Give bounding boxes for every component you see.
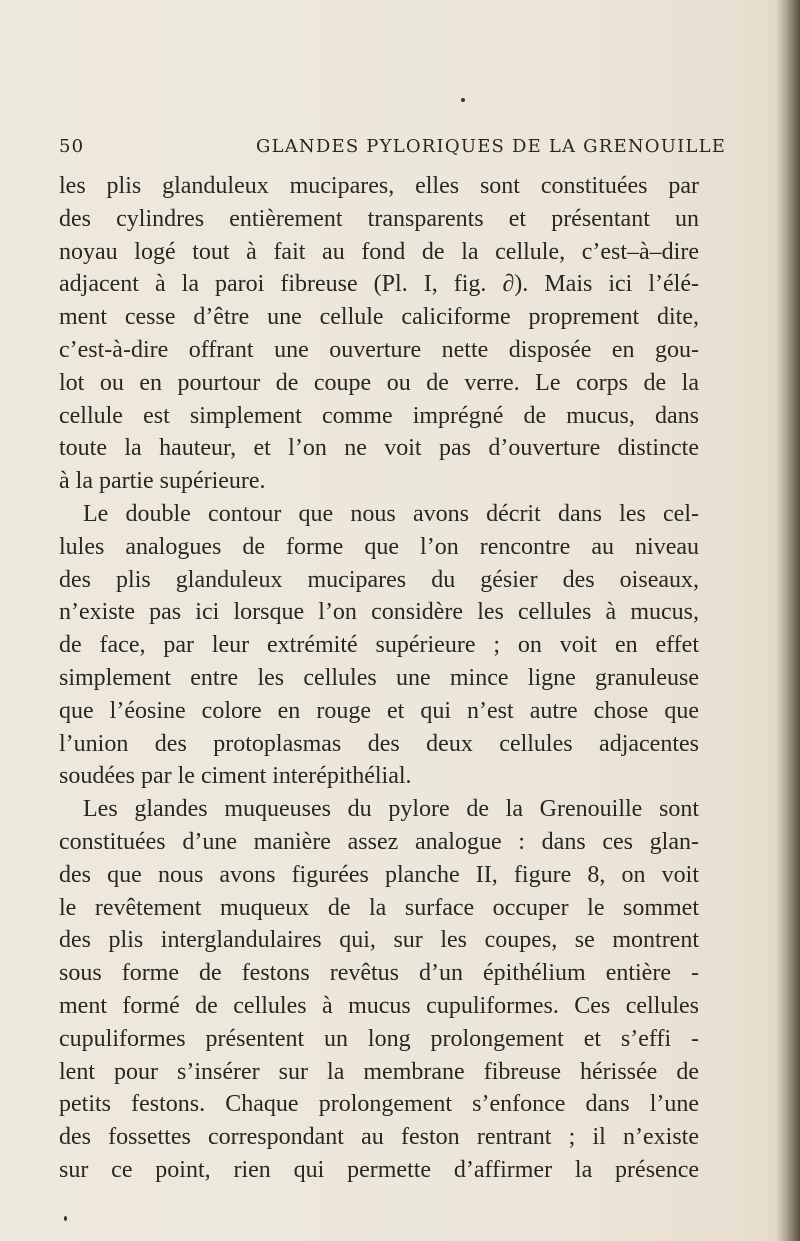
text-line: à la partie supérieure. [59,468,266,495]
text-line: sous forme de festons revêtus d’un épithélium entière - [59,960,699,987]
text-line: constituées d’une manière assez analogue : dans ces glan- [59,828,699,855]
page-number: 50 [59,136,85,157]
text-line: sur ce point, rien qui permette d’affirmer la présence [59,1156,699,1183]
text-line: des cylindres entièrement transparents et présentant un [59,205,699,232]
text-line: cupuliformes présentent un long prolongement et s’effi - [59,1025,699,1052]
text-line: ment cesse d’être une cellule caliciforme proprement dite, [59,304,699,331]
text-line: lot ou en pourtour de coupe ou de verre. Le corps de la [59,369,699,396]
text-line: Le double contour que nous avons décrit dans les cel- [83,500,699,527]
text-line: des plis glanduleux mucipares du gésier des oiseaux, [59,566,699,593]
page-header [59,136,727,164]
text-line: toute la hauteur, et l’on ne voit pas d’ouverture distincte [59,435,699,462]
ink-speck [64,1216,67,1221]
text-line: les plis glanduleux mucipares, elles sont constituées par [59,173,699,199]
text-line: soudées par le ciment interépithélial. [59,763,412,790]
text-line: le revêtement muqueux de la surface occuper le sommet [59,894,699,921]
body-text [59,170,699,1187]
text-line: c’est-à-dire offrant une ouverture nette disposée en gou- [59,336,699,363]
text-line: Les glandes muqueuses du pylore de la Grenouille sont [83,796,699,823]
text-line: adjacent à la paroi fibreuse (Pl. I, fig. ∂). Mais ici l’élé- [59,271,699,298]
text-line: petits festons. Chaque prolongement s’enfonce dans l’une [59,1091,699,1118]
text-line: noyau logé tout à fait au fond de la cellule, c’est–à–dire [59,238,699,265]
text-line: lent pour s’insérer sur la membrane fibreuse hérissée de [59,1058,699,1085]
text-line: des fossettes correspondant au feston rentrant ; il n’existe [59,1124,699,1151]
text-line: que l’éosine colore en rouge et qui n’est autre chose que [59,697,699,724]
text-line: l’union des protoplasmas des deux cellules adjacentes [59,730,699,757]
page-binding-shadow [776,0,800,1241]
text-line: des plis interglandulaires qui, sur les coupes, se montrent [59,927,699,954]
running-title: GLANDES PYLORIQUES DE LA GRENOUILLE [256,136,727,157]
text-line: ment formé de cellules à mucus cupuliformes. Ces cellules [59,992,699,1019]
text-line: des que nous avons figurées planche II, figure 8, on voit [59,861,699,888]
text-line: simplement entre les cellules une mince ligne granuleuse [59,664,699,691]
text-line: n’existe pas ici lorsque l’on considère les cellules à mucus, [59,599,699,626]
text-line: cellule est simplement comme imprégné de mucus, dans [59,402,699,429]
text-line: lules analogues de forme que l’on rencontre au niveau [59,533,699,560]
text-line: de face, par leur extrémité supérieure ; on voit en effet [59,632,699,659]
ink-speck [461,98,465,102]
